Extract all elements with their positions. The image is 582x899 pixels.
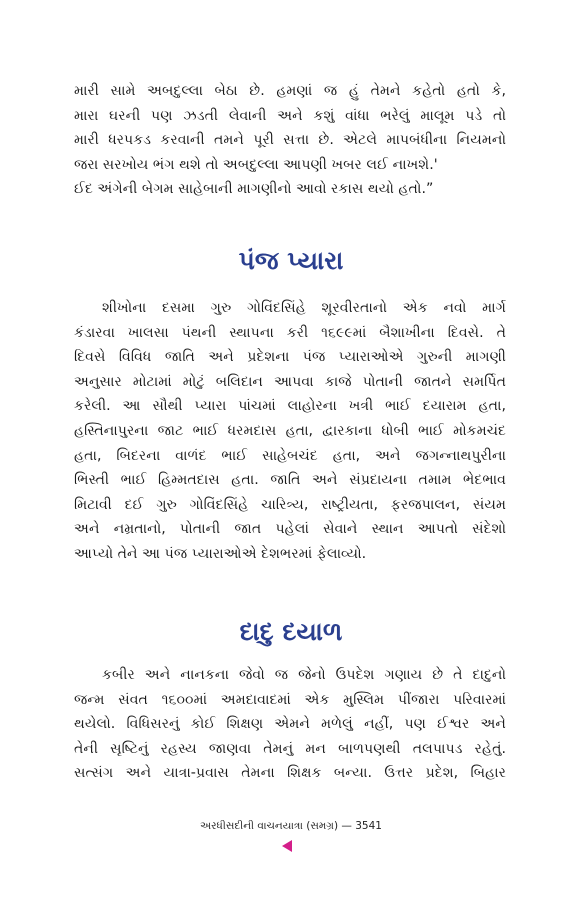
text-line: કરેલી. આ સૌથી પ્યારા પાંચમાં લાહોરના ખત્રી ભાઈ દયારામ હતા,	[74, 398, 506, 415]
text-line: કંડારવા ખાલસા પંથની સ્થાપના કરી ૧૬૯૯માં બૈશાખીના દિવસે. તે	[74, 324, 506, 341]
text-line: અને નમ્રતાનો, પોતાની જાત પહેલાં સેવાને સ્થાન આપતો સંદેશો	[74, 521, 506, 538]
text-line: કબીર અને નાનકના જેવો જ જેનો ઉપદેશ ગણાય છે તે દાદુનો	[102, 667, 506, 683]
dadu-dayal-paragraph	[74, 663, 506, 786]
section-heading-dadu-dayal: દાદુ દયાળ	[239, 617, 343, 646]
intro-paragraph	[74, 79, 506, 202]
page-footer: અરધીસદીની વાચનયાત્રા (સમગ્ર) — 3541	[200, 820, 382, 832]
text-line: આપ્યો તેને આ પંજ પ્યારાઓએ દેશભરમાં ફેલાવ્યો.	[74, 545, 367, 562]
text-line: હતા, બિદરના વાળંદ ભાઈ સાહેબચંદ હતા, અને જગન્નાથપુરીના	[74, 447, 506, 464]
text-line: મારી સામે અબદુલ્લા બેઠા છે. હમણાં જ હું તેમને કહેતો હતો કે,	[74, 83, 506, 99]
text-line: હસ્તિનાપુરના જાટ ભાઈ ધરમદાસ હતા, દ્વારકાના ધોબી ભાઈ મોકમચંદ	[74, 422, 506, 439]
previous-page-arrow-icon[interactable]	[282, 840, 292, 852]
text-line: જન્મ સંવત ૧૬૦૦માં અમદાવાદમાં એક મુસ્લિમ પીંજારા પરિવારમાં	[74, 691, 506, 708]
text-line: મારી ધરપકડ કરવાની તમને પૂરી સત્તા છે. એટલે માપબંધીના નિયમનો	[74, 132, 506, 149]
text-line: મિટાવી દઈ ગુરુ ગોવિંદસિંહે ચારિત્ર્ય, રાષ્ટ્રીયતા, ફરજપાલન, સંયમ	[74, 496, 506, 513]
text-line: જરા સરખોય ભંગ થશે તો અબદુલ્લા આપણી ખબર લઈ નાખશે.'	[74, 156, 438, 173]
text-line: ઈદ અંગેની બેગમ સાહેબાની માગણીનો આવો રકાસ થયો હતો.”	[74, 181, 434, 198]
text-line: ભિસ્તી ભાઈ હિમ્મતદાસ હતા. જાતિ અને સંપ્રદાયના તમામ ભેદભાવ	[74, 472, 506, 489]
text-line: મારા ઘરની પણ ઝડતી લેવાની અને કશું વાંધા ભરેલું માલૂમ પડે તો	[74, 107, 506, 124]
panj-pyara-paragraph	[74, 296, 506, 567]
text-line: શીખોના દસમા ગુરુ ગોવિંદસિંહે શૂરવીરતાનો એક નવો માર્ગ	[102, 300, 506, 316]
text-line: સત્સંગ અને યાત્રા-પ્રવાસ તેમના શિક્ષક બન્યા. ઉત્તર પ્રદેશ, બિહાર	[74, 765, 506, 782]
text-line: થયેલો. વિધિસરનું કોઈ શિક્ષણ એમને મળેલું નહીં, પણ ઈશ્વર અને	[74, 716, 506, 733]
text-line: અનુસાર મોટામાં મોટું બલિદાન આપવા કાજે પોતાની જાતને સમર્પિત	[74, 373, 506, 390]
section-heading-panj-pyara: પંજ પ્યારા	[238, 246, 344, 275]
text-line: દિવસે વિવિધ જાતિ અને પ્રદેશના પંજ પ્યારાઓએ ગુરુની માગણી	[74, 349, 506, 366]
text-line: તેની સૃષ્ટિનું રહસ્ય જાણવા તેમનું મન બાળપણથી તલપાપડ રહેતું.	[74, 740, 506, 757]
